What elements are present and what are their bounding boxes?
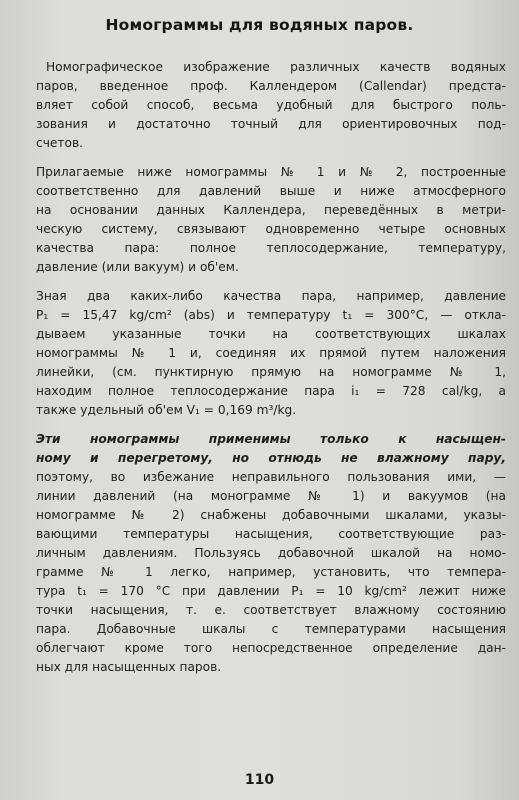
text-line: тура t₁ = 170 °C при давлении P₁ = 10 kg/cm² лежит ниже	[36, 584, 506, 598]
text-line: качества пара: полное теплосодержание, температуру,	[36, 241, 506, 255]
text-line: Зная два каких-либо качества пара, например, давление	[36, 289, 506, 303]
text-line: грамме № 1 легко, например, установить, что темпера-	[36, 565, 506, 579]
page-number: 110	[244, 772, 275, 788]
text-line: ных для насыщенных паров.	[36, 660, 222, 674]
page-title: Номограммы для водяных паров.	[105, 16, 414, 34]
text-line: счетов.	[36, 136, 84, 150]
text-line: ческую систему, связывают одновременно четыре основных	[36, 222, 506, 236]
text-line: поэтому, во избежание неправильного пользования ими, —	[36, 470, 506, 484]
text-line: облегчают кроме того непосредственное определение дан-	[36, 641, 506, 655]
paragraph-3	[36, 287, 506, 420]
text-line: пара. Добавочные шкалы с температурами насыщения	[36, 622, 506, 636]
text-line: Номографическое изображение различных качеств водяных	[46, 60, 506, 74]
text-line: номограмме № 2) снабжены добавочными шкалами, указы-	[36, 508, 506, 522]
text-line: вляет собой способ, весьма удобный для быстрого поль-	[36, 98, 506, 112]
text-line: личным давлениям. Пользуясь добавочной шкалой на номо-	[36, 546, 506, 560]
paragraph-1	[36, 58, 506, 153]
text-line: номограммы № 1 и, соединяя их прямой путем наложения	[36, 346, 506, 360]
text-line: P₁ = 15,47 kg/cm² (abs) и температуру t₁ = 300°C, — откла-	[36, 308, 506, 322]
body-text	[36, 58, 506, 687]
text-line: точки насыщения, т. е. соответствует влажному состоянию	[36, 603, 506, 617]
emphasis-line: Эти номограммы применимы только к насыщен-	[36, 432, 506, 446]
text-line: на основании данных Каллендера, переведённых в метри-	[36, 203, 506, 217]
text-line: давление (или вакуум) и об'ем.	[36, 260, 239, 274]
emphasis-line: ному и перегретому, но отнюдь не влажному пару,	[36, 451, 506, 465]
text-line: также удельный об'ем V₁ = 0,169 m³/kg.	[36, 403, 297, 417]
text-line: линии давлений (на монограмме № 1) и вакуумов (на	[36, 489, 506, 503]
text-line: зования и достаточно точный для ориентировочных под-	[36, 117, 506, 131]
text-line: вающими температуры насыщения, соответствующие раз-	[36, 527, 506, 541]
text-line: соответственно для давлений выше и ниже атмосферного	[36, 184, 506, 198]
text-line: находим полное теплосодержание пара i₁ = 728 cal/kg, а	[36, 384, 506, 398]
paragraph-2	[36, 163, 506, 277]
text-line: линейки, (см. пунктирную прямую на номограмме № 1,	[36, 365, 506, 379]
text-line: дываем указанные точки на соответствующих шкалах	[36, 327, 506, 341]
paragraph-4	[36, 430, 506, 677]
text-line: паров, введенное проф. Каллендером (Callendar) предста-	[36, 79, 506, 93]
text-line: Прилагаемые ниже номограммы № 1 и № 2, построенные	[36, 165, 506, 179]
